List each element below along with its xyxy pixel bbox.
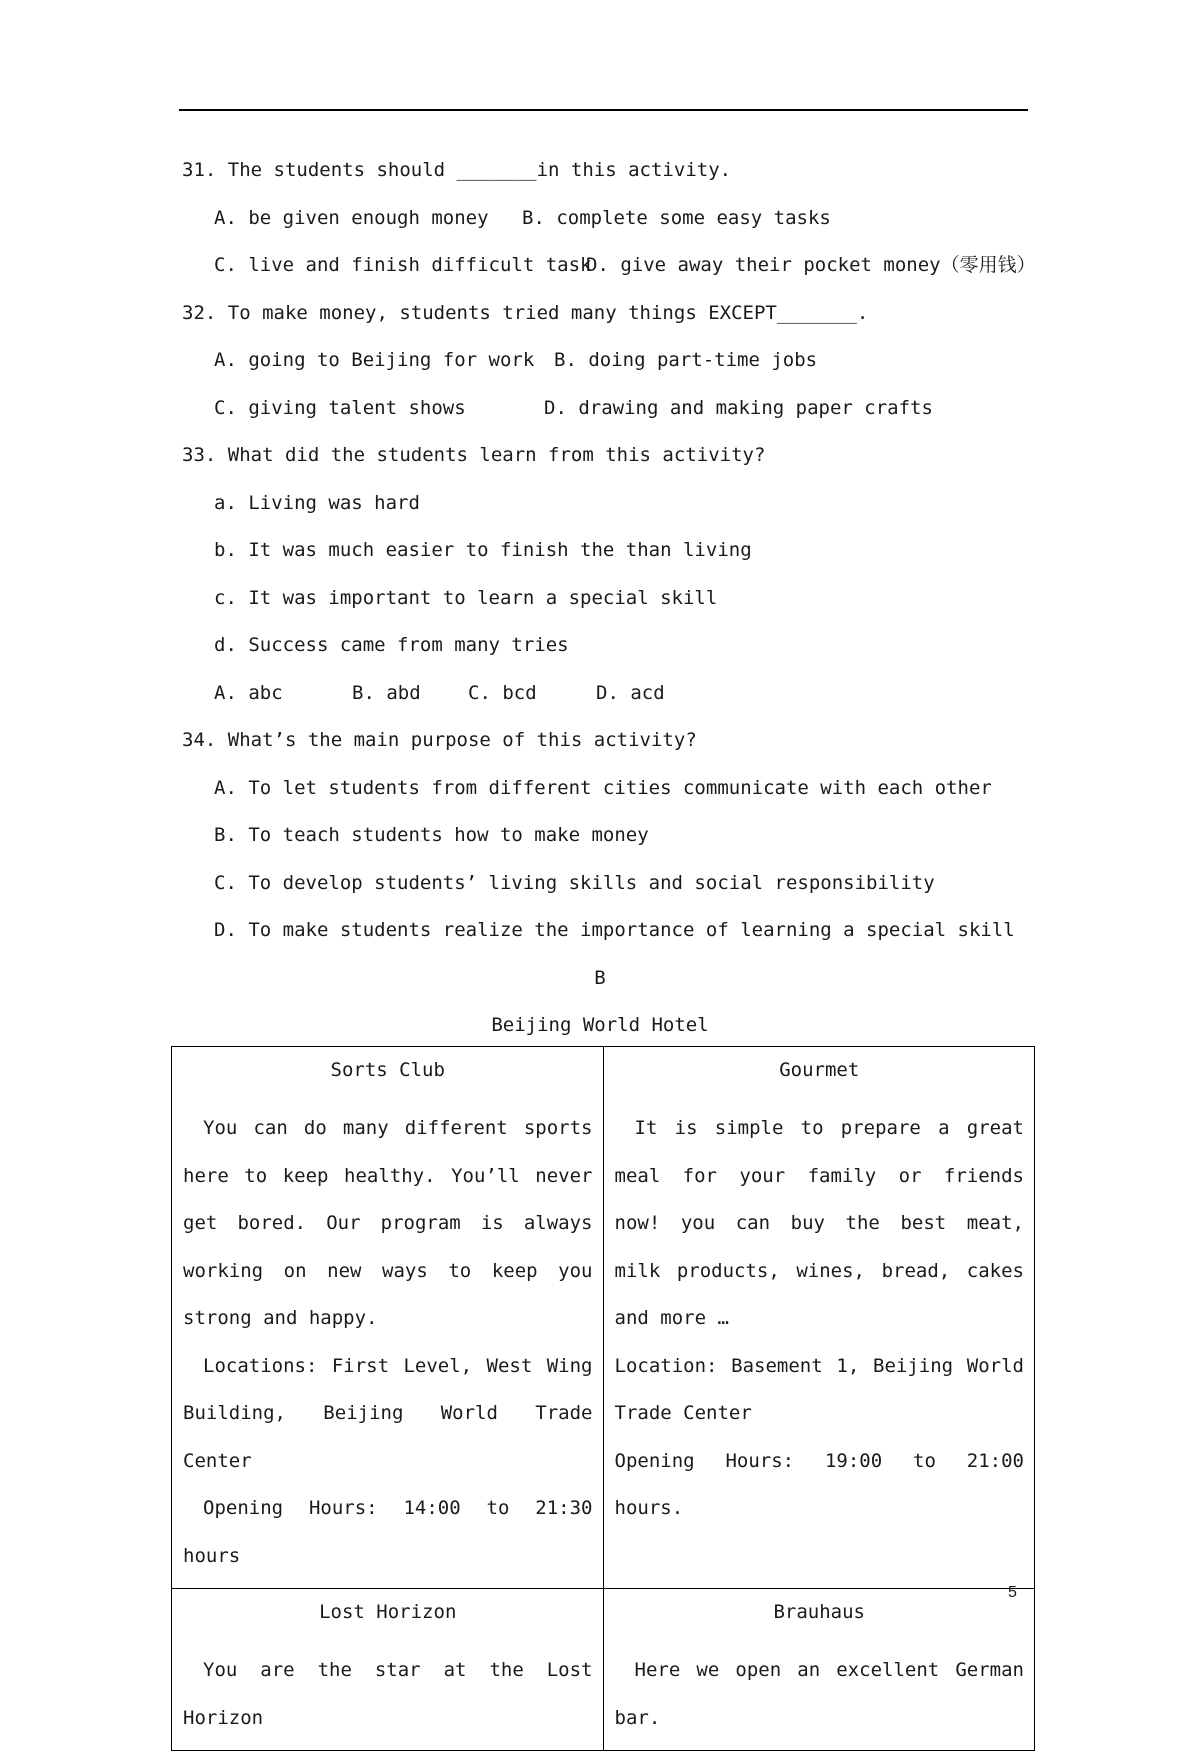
table-row [172,1047,1035,1589]
gourmet-location: Location: Basement 1, Beijing World Trade Center [614,1354,1024,1424]
header-rule [179,109,1028,111]
question-34-option-d: D. To make students realize the importance of learning a special skill [214,919,1015,941]
sorts-club-location: Locations: First Level, West Wing Building, Beijing World Trade Center [183,1354,593,1472]
hotel-facilities-table [171,1046,1035,1751]
question-32-options-row-1 [214,348,1004,372]
brauhaus-title: Brauhaus [773,1601,865,1623]
question-33-option-c: C. bcd [468,682,537,704]
question-34-stem: 34. What’s the main purpose of this activity? [182,729,697,751]
sorts-club-hours: Opening Hours: 14:00 to 21:30 hours [183,1497,593,1567]
lost-horizon-description: You are the star at the Lost Horizon [183,1659,593,1729]
sorts-club-title: Sorts Club [330,1059,445,1081]
table-row [172,1589,1035,1751]
gourmet-description: It is simple to prepare a great meal for your family or friends now! you can buy the best meat, milk products, wines, bread, cakes and more … [614,1117,1024,1329]
question-31-option-d: D. give away their pocket money（零用钱） [586,254,1036,276]
page-number: 5 [1008,1584,1017,1601]
question-33-options-row [214,681,1004,705]
gourmet-hours: Opening Hours: 19:00 to 21:00 hours. [614,1449,1024,1519]
question-31-options-row-2 [214,253,1036,277]
question-31-options-row-1 [214,206,1004,230]
question-31-option-b: B. complete some easy tasks [522,207,831,229]
question-32-option-a: A. going to Beijing for work [214,349,535,371]
lost-horizon-title: Lost Horizon [319,1601,457,1623]
brauhaus-cell [603,1589,1035,1751]
question-34-option-b: B. To teach students how to make money [214,824,649,846]
question-31-option-a: A. be given enough money [214,207,489,229]
question-33-option-a: A. abc [214,682,283,704]
question-33-item-a: a. Living was hard [214,492,420,514]
question-32-options-row-2 [214,396,1004,420]
sorts-club-description: You can do many different sports here to keep healthy. You’ll never get bored. Our program is always working on new ways to keep you strong and happy. [183,1117,593,1329]
question-32-option-c: C. giving talent shows [214,397,466,419]
question-32-option-b: B. doing part-time jobs [554,349,818,371]
question-31-option-c: C. live and finish difficult task [214,254,592,276]
question-31-stem: 31. The students should _______in this activity. [182,159,732,181]
question-33-item-b: b. It was much easier to finish the than living [214,539,752,561]
question-34-option-c: C. To develop students’ living skills and social responsibility [214,872,935,894]
sorts-club-cell [172,1047,604,1589]
question-33-option-b: B. abd [352,682,421,704]
question-34-option-a: A. To let students from different cities communicate with each other [214,777,992,799]
lost-horizon-cell [172,1589,604,1751]
section-label: B [594,967,606,989]
brauhaus-description: Here we open an excellent German bar. [614,1659,1024,1729]
question-33-option-d: D. acd [596,682,665,704]
question-32-option-d: D. drawing and making paper crafts [544,397,933,419]
gourmet-cell [603,1047,1035,1589]
question-32-stem: 32. To make money, students tried many things EXCEPT_______. [182,302,869,324]
gourmet-title: Gourmet [779,1059,860,1081]
hotel-title: Beijing World Hotel [491,1014,709,1036]
question-33-item-d: d. Success came from many tries [214,634,569,656]
question-33-item-c: c. It was important to learn a special skill [214,587,718,609]
question-33-stem: 33. What did the students learn from this activity? [182,444,766,466]
